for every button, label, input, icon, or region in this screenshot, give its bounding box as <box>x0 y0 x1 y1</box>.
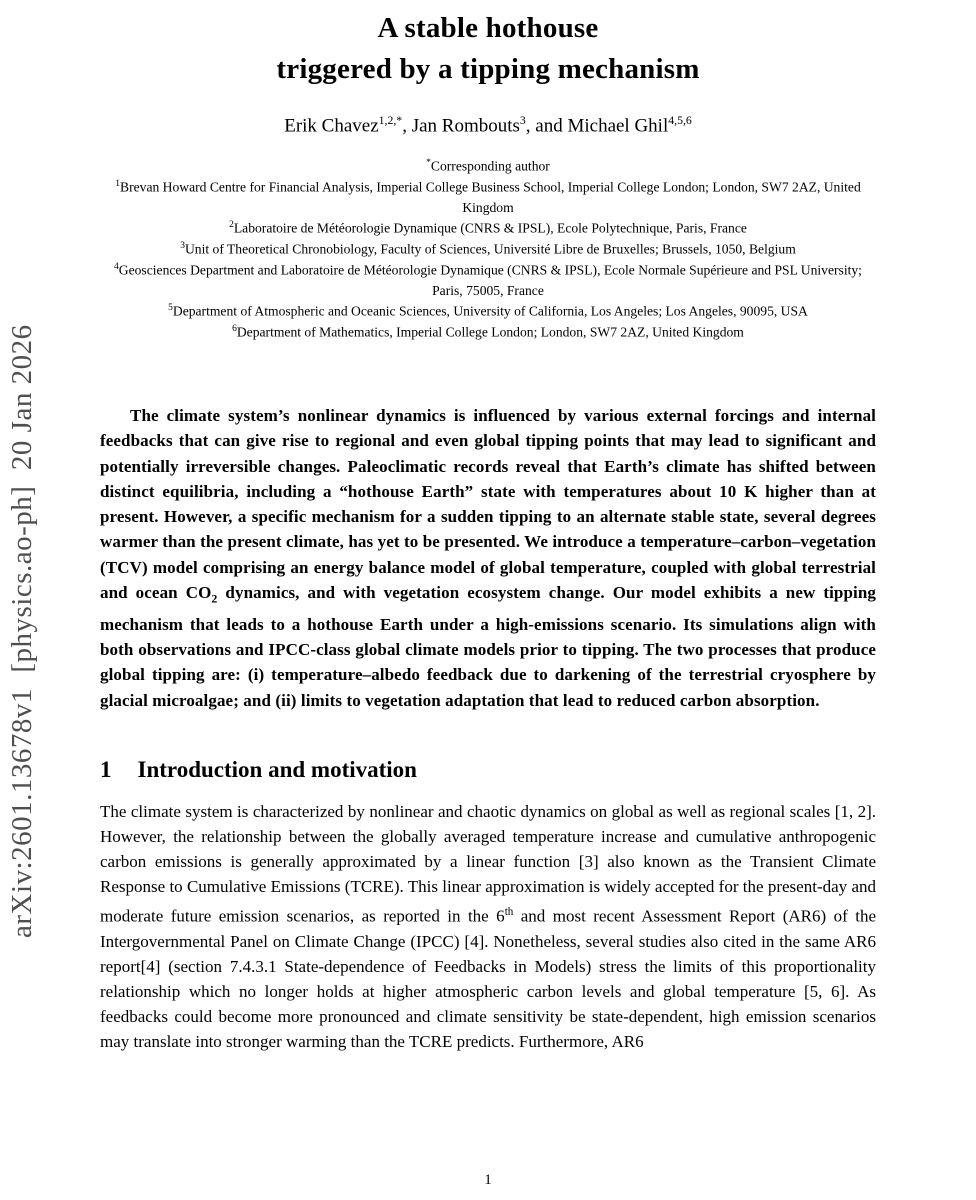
abstract-paragraph <box>100 403 876 713</box>
affiliation-5 <box>100 301 876 322</box>
affiliation-1 <box>100 177 876 218</box>
affiliation-2 <box>100 218 876 239</box>
affiliation-marker: 1 <box>115 178 121 189</box>
affiliation-text: Corresponding author <box>430 158 550 174</box>
affiliation-text: Geosciences Department and Laboratoire de Météorologie Dynamique (CNRS & IPSL), Ecole Normale Supérieure and PSL University; Paris, 75005, France <box>118 262 862 298</box>
abstract-text: The climate system’s nonlinear dynamics is influenced by various external forcings and internal feedbacks that can give rise to regional and even global tipping points that may lead to significant and potentially irreversible changes. Paleoclimatic records reveal that Earth’s climate has shifted between distinct equilibria, including a “hothouse Earth” state with temperatures about 10 K higher than at present. However, a specific mechanism for a sudden tipping to an alternate stable state, several degrees warmer than the present climate, has yet to be presented. We introduce a temperature–carbon–vegetation (TCV) model comprising an energy balance model of global temperature, coupled with global terrestrial and ocean CO <box>100 405 876 602</box>
affiliation-marker: 4 <box>114 261 119 272</box>
affiliations-block <box>100 156 876 343</box>
paper-title-line2: triggered by a tipping mechanism <box>276 53 700 86</box>
affiliation-6 <box>100 322 876 343</box>
page-number: 1 <box>484 1172 492 1188</box>
co2-subscript: 2 <box>211 591 218 606</box>
affiliation-text: Brevan Howard Centre for Financial Analysis, Imperial College Business School, Imperial College London; London, SW7 2AZ, United Kingdom <box>120 179 861 215</box>
paper-title-line1: A stable hothouse <box>377 12 599 44</box>
affiliation-4 <box>100 260 876 301</box>
abstract-text: dynamics, and with vegetation ecosystem change. Our model exhibits a new tipping mechanism that leads to a hothouse Earth under a high-emissions scenario. Its simulations align with both observations and IPCC-class global climate models prior to tipping. The two processes that produce global tipping are: (i) temperature–albedo feedback due to darkening of the terrestrial cryosphere by glacial microalgae; and (ii) limits to vegetation adaptation that lead to reduced carbon absorption. <box>100 582 876 710</box>
affiliation-text: Department of Atmospheric and Oceanic Sciences, University of California, Los Angeles; Los Angeles, 90095, USA <box>172 303 808 319</box>
author-affil-marker: 1,2,* <box>378 114 403 128</box>
affiliation-marker: * <box>426 157 431 168</box>
affiliation-3 <box>100 239 876 260</box>
author-affil-marker: 4,5,6 <box>668 114 692 128</box>
affiliation-text: Unit of Theoretical Chronobiology, Faculty of Sciences, Université Libre de Bruxelles; Brussels, 1050, Belgium <box>184 241 796 257</box>
paper-content <box>100 8 876 1055</box>
section-number: 1 <box>100 756 112 782</box>
author-name: , and Michael Ghil <box>525 115 669 137</box>
affiliation-marker: 2 <box>229 219 234 230</box>
section-title: Introduction and motivation <box>137 756 417 782</box>
paper-title <box>100 8 876 90</box>
intro-text: and most recent Assessment Report (AR6) of the Intergovernmental Panel on Climate Change (IPCC) [4]. Nonetheless, several studies also cited in the same AR6 report[4] (section 7.4.3.1 State-dependence of Feedbacks in Models) stress the limits of this proportionality relationship which no longer holds at higher atmospheric carbon levels and global temperature [5, 6]. As feedbacks could become more pronounced and climate sensitivity be state-dependent, high emission scenarios may translate into stronger warming than the TCRE predicts. Furthermore, AR6 <box>100 906 876 1052</box>
authors-line <box>100 114 876 137</box>
affiliation-text: Laboratoire de Météorologie Dynamique (CNRS & IPSL), Ecole Polytechnique, Paris, France <box>233 220 747 236</box>
affiliation-text: Department of Mathematics, Imperial College London; London, SW7 2AZ, United Kingdom <box>236 324 744 340</box>
section-1-heading <box>100 757 876 783</box>
ordinal-superscript: th <box>504 905 514 918</box>
affiliation-marker: 5 <box>168 303 173 314</box>
affiliation-corresponding <box>100 156 876 177</box>
affiliation-marker: 6 <box>232 323 237 334</box>
affiliation-marker: 3 <box>180 240 185 251</box>
intro-paragraph <box>100 799 876 1055</box>
author-name: , Jan Rombouts <box>402 115 520 137</box>
author-name: Erik Chavez <box>284 115 379 137</box>
intro-text: The climate system is characterized by nonlinear and chaotic dynamics on global as well as regional scales [1, 2]. However, the relationship between the globally averaged temperature increase and cumulative anthropogenic carbon emissions is generally approximated by a linear function [3] also known as the Transient Climate Response to Cumulative Emissions (TCRE). This linear approximation is widely accepted for the present-day and moderate future emission scenarios, as reported in the 6 <box>100 801 876 926</box>
author-affil-marker: 3 <box>519 114 526 128</box>
arxiv-stamp: arXiv:2601.13678v1 [physics.ao-ph] 20 Jan 2026 <box>6 324 38 938</box>
